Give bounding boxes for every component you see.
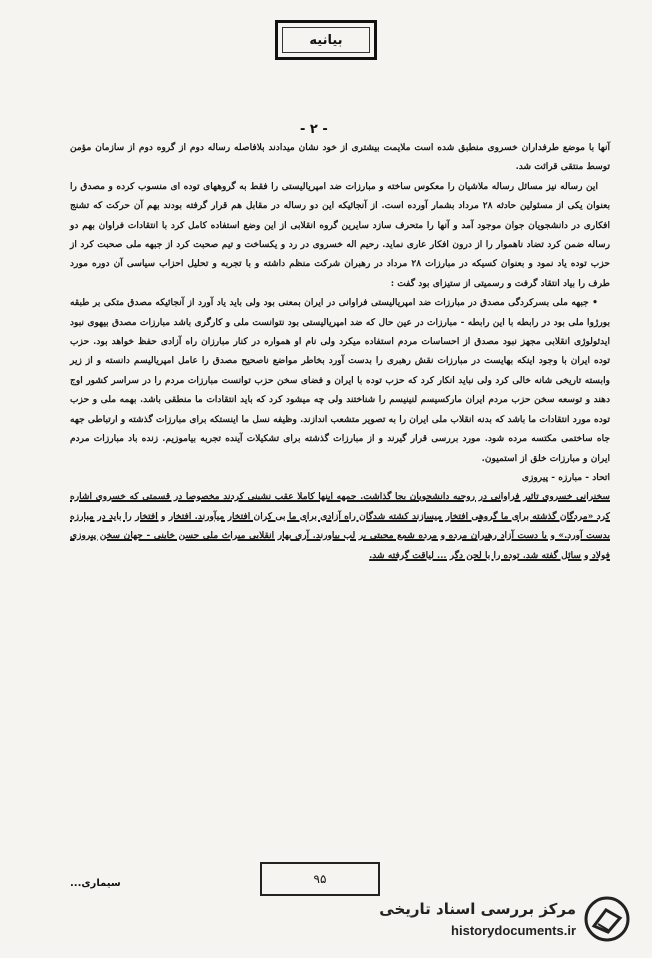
paragraph-4: سخنرانی خسروی تاثیر فراوانی در روحیه دانشجویان بجا گذاشت. جمهه اینها کاملا عقب نشینی کردند مخصوصا در قسمتی که خسروی اشاره کرد «مردگان گذشته برای ما گروهی افتخار میسازند کشته شدگان راه آزادی برای ما بی کران افتخار میآورند. افتخار و افتخار را باید در مبارزه بدست آورد.» و با دست آزاد رهبران مرده و مرده شمع محبتی بر لب بیاورند. آری بهار انقلابی میراث ملی حسن خاینی - جهان سخن پیروزی فولاد و سائل گفته شد. توده را با لحن دگر ... لیاقت گرفته شد.	[70, 491, 610, 561]
paragraph-3: • جبهه ملی بسرکردگی مصدق در مبارزات ضد امپریالیستی فراوانی در ایران بمعنی بود ولی باید یاد آورد از آنجائیکه مصدق متکی بر طبقه بورژوا ملی بود در رابطه با این رابطه - مبارزات در عین حال که ضد امپریالیستی بود نتوانست ملی و کارگری باشد مبارزات مصدق بیهوی نبود ایدئولوژی انقلابی مجهز نبود مصدق از احساسات مردم استفاده میکرد ولی نام او همواره در کنار مبارزان راه آزادی حفظ خواهد بود. حزب توده ایران با وجود اینکه بهایست در مبارزات نقش رهبری را بدست آورد بخاطر مواضع ناصحیح مصدق را عامل امپریالیسم دانسته و از زیر وابسته تاریخی شانه خالی کرد ولی نباید انکار کرد که حزب توده با ایران و فضای سخن حزب توانست مبارزات مردم را در سراسر کشور اوج دهند و توسعه سخن حزب مردم ایران مارکسیسم لنینیسم را شناختند ولی چه میشود کرد که باید انتقادات ما منطقی باشد. بهمه ملی و حزب توده مورد انتقادات ما باشد که بدنه انقلاب ملی ایران را به تصویر متشعب اندازند. وظیفه نسل ما اینستکه برای مبارزات گذشته و ارتباطی جهه جاه ساختمی مکتسه مرده شود. مورد بررسی قرار گیرند و از مبارزات گذشته برای تشکیلات آینده تجربه بیاموزیم. زنده باد مبارزات مردم ایران و مبارزات خلق از استمیون.	[70, 297, 610, 464]
book-logo-icon	[584, 896, 630, 942]
watermark	[360, 896, 630, 948]
signature-box: ۹۵	[260, 862, 380, 896]
watermark-url: historydocuments.ir	[451, 923, 576, 938]
page-number: - ۲ -	[300, 122, 328, 137]
document-title: بیانیه	[309, 32, 343, 48]
document-body	[70, 138, 610, 565]
paragraph-2: این رساله نیز مسائل رساله ملاشیان را معکوس ساخته و مبارزات ضد امپریالیستی را فقط به گروههای توده ای منسوب کرده و مصدق را بعنوان یکی از مسئولین حادثه ۲۸ مرداد بشمار آورده است. از آنجائیکه این دو رساله در مقابل هم قرار گرفته بودند بهم آن حرکت که تشنج افکاری در دانشجویان جوان موجود آمد و آنها را متحرف سازد سایرین گروه انقلابی از این وضع استفاده کامل کرد با انتقادات فراوان بهم دو رساله ضمن کرد تضاد ناهموار را از درون افکار عاری نماید. رحیم اله خسروی در رد و یکساخت و تیم صحبت کرد از جبهه ملی صحبت کرد از حزب توده یاد نمود و بعنوان کسیکه در مبارزات ۲۸ مرداد در رهبران شرکت منظم داشته و با تجربه و تحلیل احزاب سیاسی آن دوره مورد طرف را بیاد انتقاد گرفت و رسمیتی از ستیزای بود گفت :	[70, 180, 610, 289]
footer-note: سیماری...	[70, 878, 121, 889]
slogan-line: اتحاد - مبارزه - پیروزی	[521, 471, 610, 483]
document-title-box	[275, 20, 377, 60]
watermark-title: مرکز بررسی اسناد تاریخی	[379, 900, 576, 918]
paragraph-1: آنها با موضع طرفداران خسروی منطبق شده است ملایمت بیشتری از خود نشان میدادند بلافاصله رساله دوم از گروه دوم از سازمان مؤمن توسط منتقی قرائت شد.	[70, 142, 610, 173]
